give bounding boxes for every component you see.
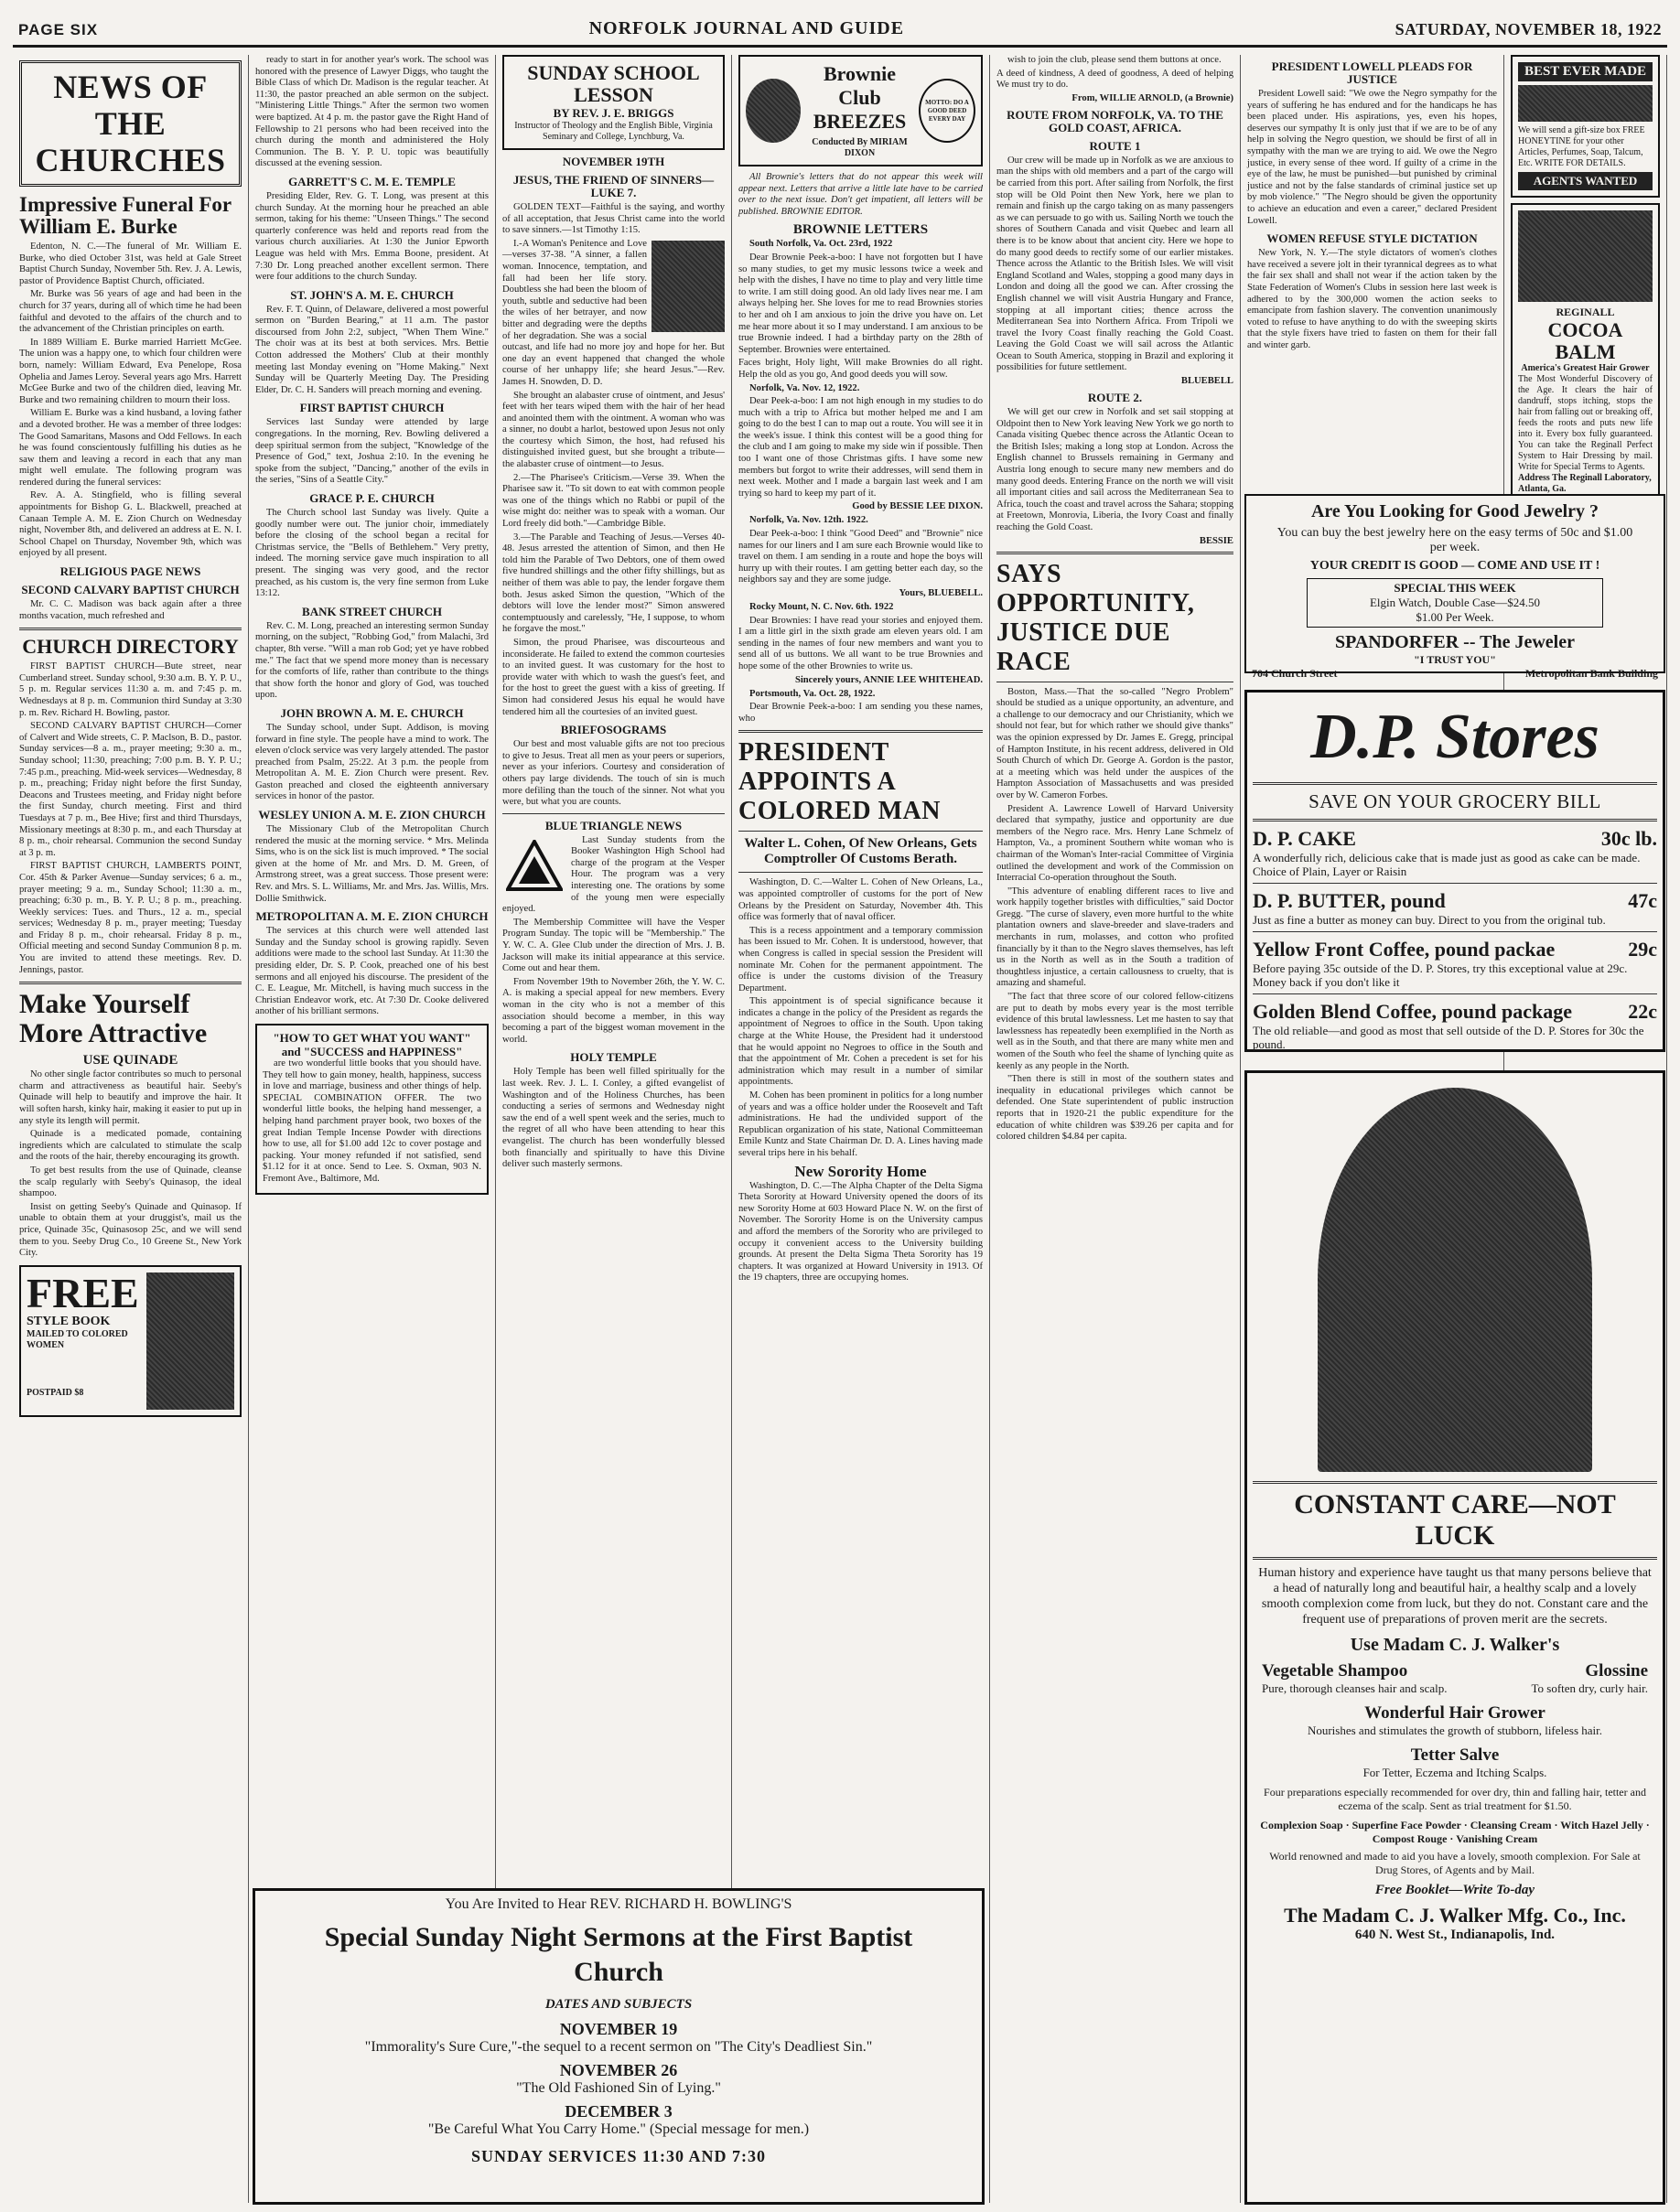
section-banner: NEWS OF THE CHURCHES [19,60,242,187]
lesson-date: NOVEMBER 19TH [562,155,665,168]
issue-date: SATURDAY, NOVEMBER 18, 1922 [1395,20,1662,38]
subhead: ROUTE FROM NORFOLK, VA. TO THE GOLD COAST, AFRICA. [1007,107,1223,134]
dp-item [1253,889,1657,927]
letter-signature: Sincerely yours, ANNIE LEE WHITEHEAD. [794,674,983,685]
subhead: FIRST BAPTIST CHURCH [299,401,445,415]
paragraph: Boston, Mass.—That the so-called "Negro Problem" should be studied as a unique opportunity, an adventure, and a challenge to our democracy and our Christianity, which we should not fear, but for which rather we should give thanks" was the opinion expressed by Dr. James E. Gregg, principal of Hampton Institute, in his recent address, delivered in Old South Church of which Dr. George A. Gordon is the pastor, at a meeting which was held under the auspices of the Hampton Association of Massachusetts and was presided over by W. Cameron Forbes. [996,686,1233,800]
product-illustration [1518,85,1653,122]
dp-item-desc: A wonderfully rich, delicious cake that is made just as good as cake can be made. Choice of Plain, Layer or Raisin [1253,851,1641,878]
paragraph: Edenton, N. C.—The funeral of Mr. William E. Burke, who died October 31st, was held at Gale Street Baptist Church Sunday, November 5th. Rev. J. A. Lewis, pastor of Providence Baptist Church, officiated. [19,242,242,286]
dp-item-name: Golden Blend Coffee, pound package [1253,1000,1572,1023]
letter-dateline: Portsmouth, Va. Oct. 28, 1922. [749,688,876,699]
golden-text: GOLDEN TEXT—Faithful is the saying, and worthy of all acceptation, that Jesus Christ came into the world to save sinners.—1st Timothy 1:15. [502,202,725,236]
jeweler-name: SPANDORFER -- The Jeweler [1335,632,1575,652]
letter-signature: Good by BESSIE LEE DIXON. [852,501,983,512]
jeweler-motto: "I TRUST YOU" [1414,653,1496,666]
divider [1253,782,1657,785]
column-5 [990,55,1241,2203]
ad-text: Quinade is a medicated pomade, containing ingredients which are calculated to stimulate the scalp and the roots of the hair, thereby encouraging its growth. [19,1129,242,1163]
ad-title: "HOW TO GET WHAT YOU WANT" and "SUCCESS and HAPPINESS" [273,1030,471,1058]
headline-funeral: Impressive Funeral For William E. Burke [19,193,232,238]
directory-entry: FIRST BAPTIST CHURCH—Bute street, near Cumberland street. Sunday school, 9:30 a.m. B. Y. P. U., 5 p. m. Regular services 11:30 a. m. and 7:45 p. m. Wednesdays at 8 p. m. Communion third Sunday at 3:30 p. m. Rev. Richard H. Bowling, pastor. [19,661,242,718]
dp-item-name: Yellow Front Coffee, pound packae [1253,938,1556,961]
ad-title: CONSTANT CARE—NOT LUCK [1294,1489,1616,1551]
product-desc: For Tetter, Eczema and Itching Scalps. [1362,1766,1547,1779]
paragraph: President A. Lawrence Lowell of Harvard University declared that sympathy, justice and opportunity are due members of the Negro race. Mrs. Henry Lane Schmelz of Hampton, Va., a prominent Southern white woman who is chairman of the Woman's Inter-racial Committee of Virginia outlined the development and work of the Commission on Interracial Co-operation throughout the South. [996,803,1233,884]
directory-entry: SECOND CALVARY BAPTIST CHURCH—Corner of Calvert and Wide streets, C. P. Maclson, B. D., pastor. Sunday services—8 a. m., prayer meeting; 9:30 a. m., Sunday school; 11:30, preaching; 7:00 p.m. B. Y. P. U.; 7:45 p.m., preaching. Mid-week services—Wednesday, 8 p. m., preaching; Friday night before the first Sunday, Deacons and Trustees meeting, and Friday night before the first Sunday, church meeting. First and third Tuesdays at 7 p. m., Bee Hive; first and third Thursdays, Missionary meetings at 8:30 p. m., and each Thursday at 8 p. m., choir rehearsal. Communion the second Sunday at 3 p. m. [19,721,242,858]
ad-subtitle: DATES AND SUBJECTS [544,1997,693,2012]
divider [1253,1557,1657,1560]
books-ad [255,1024,489,1195]
paragraph: "This adventure of enabling different races to live and work happily together bristles with difficulties," said Doctor Gregg. "The curse of slavery, even more hurtful to the white plantation owners and slave-breeder and slave-traders and merchants in rum, molasses, and cotton who profited financially by it than to the Negro slaves themselves, has left us in the North as well as in the South a tradition of thoughtless injustice, a certain callousness to cruelty, that is amazing and shameful. [996,886,1233,989]
letter-text: Dear Peek-a-boo: I think "Good Deed" and "Brownie" nice names for our liners and I am sure each Brownie would like to travel on them. I am sending in a route and hope the boys will hurry up with their routes. I am getting better each day, so the neighbors say and they are some judge. [738,529,983,585]
ad-text: are two wonderful little books that you should have. They tell how to gain money, health, happiness, success in love and marriage, business and other things of help. SPECIAL COMBINATION OFFER. The two wonderful little books, the helping hand messenger, a helping hand parchment prayer book, two boxes of the great Indian Temple Incense Powder with directions how to use, all for $1.00 add 12c to cover postage and packing. Your money refunded if not satisfied, send $1.12 for it at once. Send to Lee. S. Oxman, 903 N. Fremont Ave., Baltimore, Md. [263,1058,481,1184]
letter-dateline: Norfolk, Va. Nov. 12, 1922. [749,382,860,393]
ad-text: World renowned and made to aid you have a lovely, smooth complexion. For Sale at Drug Stores, of Agents and by Mail. [1269,1850,1641,1876]
divider [1253,931,1657,932]
letter-dateline: South Norfolk, Va. Oct. 23rd, 1922 [749,239,893,250]
sermons-ad [253,1888,985,2205]
paragraph: The Membership Committee will have the Vesper Program Sunday. The topic will be "Membership." The Y. W. C. A. Glee Club under the direction of Mrs. J. B. Jackson will make its initial appearance at this service. Come out and hear them. [502,917,725,974]
paragraph: The Sunday school, under Supt. Addison, is moving forward in fine style. The people have a mind to work. The eleven o'clock service was very largely attended. The pastor preached from Psalm, 25:22. At 3 p.m. the people from Metropolitan A. M. E. Zion Church were present. Rev. Gaston preached and closed the eighteenth anniversary services in honor of the pastor. [255,722,489,802]
divider [738,872,983,873]
product-desc: Nourishes and stimulates the growth of stubborn, lifeless hair. [1307,1723,1603,1737]
ad-subtitle: USE QUINADE [82,1053,178,1068]
product-desc: To soften dry, curly hair. [1531,1681,1648,1695]
ad-address: Address The Reginall Laboratory, Atlanta, Ga. [1518,473,1652,494]
paragraph: The services at this church were well attended last Sunday and the Sunday school is growing rapidly. Seven additions were made to the school last Sunday. At 11:30 the presiding elder, Dr. S. P. Cook, preached one of his best sermons and all enjoyed his discourse. The president of the C. E. League, Mr. Mitchell, is having much success in the Christian Endeavor work, etc. At 7:30 Dr. Cooke delivered another of his brilliant sermons. [255,926,489,1017]
ad-invite: You Are Invited to Hear REV. RICHARD H. BOWLING'S [445,1896,792,1912]
column-title: Brownie Club BREEZES [813,62,907,133]
subhead: HOLY TEMPLE [570,1050,657,1065]
sermon-date: DECEMBER 3 [565,2102,673,2121]
ad-title: Are You Looking for Good Jewelry ? [1310,501,1599,521]
ad-text: Four preparations especially recommended for over dry, thin and falling hair, tetter and eczema of the scalp. Sent as trial treatment for $1.50. [1264,1786,1646,1812]
paragraph: 3.—The Parable and Teaching of Jesus.—Verses 40-48. Jesus arrested the attention of Simon, and then He told him the Parable of Two Debtors, one of them owed five hundred shillings and the other fifty shillings, but as neither of them was able to pay, the lender forgave them both. Jesus asked Simon the question, "Which of the debtors will love the lender most?" Simon answered contemptuously and carelessly, "He, I suppose, to whom he forgave the most." [502,532,725,635]
paragraph: "Then there is still in most of the southern states and inequality in educational privileges which cannot be defended. One State superintendent of public instruction reports that in 1920-21 the public expenditure for the education of white children was $39.26 per capita and for colored children $4.84 per capita. [996,1074,1233,1143]
dp-item-name: D. P. CAKE [1253,827,1356,850]
letter-text: Dear Brownie Peek-a-boo: I have not forgotten but I have so many studies, to get my music lessons twice a week and help with the dishes, I have no time to play and very little time to write. I am still doing good. An old lady lives near me. I am always helping her. She loves for me to read Brownies stories to her and oh I am anxious to join the drive you have on. Let me hear more about it so I may understand. I am anxious to be true Brownie indeed. I had a birthday party on the 28th of September. Brownies were entertained. [738,252,983,355]
subhead: GRACE P. E. CHURCH [309,491,435,505]
subhead: BROWNIE LETTERS [792,222,929,238]
product-name: Wonderful Hair Grower [1364,1703,1545,1723]
columns [13,55,1667,2203]
dp-stores-tagline: SAVE ON YOUR GROCERY BILL [1308,790,1601,812]
subhead: PRESIDENT LOWELL PLEADS FOR JUSTICE [1271,59,1473,86]
paragraph: Our best and most valuable gifts are not too precious to give to Jesus. Treat all men as your peers or superiors, never as your inferiors. Courtesy and consideration of others pay large dividends. The touch of sin is much more defiling than the touch of the sinner. Not what you were, but what you are counts. [502,739,725,808]
ad-subtitle: Use Madam C. J. Walker's [1350,1635,1560,1655]
paragraph: "The fact that three score of our colored fellow-citizens are put to death by mobs every year is the most terrible evidence of this brutal lawlessness. Let me hasten to say that lawlessness has repeatedly been exemplified in the North as well as in the South, and that there are many white men and women of the South who feel the shame of lynching quite as keenly as any people in the North. [996,992,1233,1071]
subhead: SECOND CALVARY BAPTIST CHURCH [21,583,240,597]
letter-dateline: Norfolk, Va. Nov. 12th. 1922. [749,515,868,526]
special-item: Elgin Watch, Double Case—$24.50 [1369,596,1541,609]
tagline: America's Greatest Hair Grower [1521,363,1650,373]
divider [1253,819,1657,821]
subhead: New Sorority Home [794,1162,927,1180]
divider [1253,1481,1657,1484]
stylebook-ad [19,1265,242,1417]
dp-item-desc: Just as fine a butter as money can buy. Direct to you from the original tub. [1253,913,1606,927]
paragraph: Services last Sunday were attended by large congregations. In the morning, Rev. Bowling delivered a deep spiritual sermon from the subject, "Knowledge of the Presence of God," text, Joshua 2:10. In the evening he spoke from the subject, "Dancing," another of the evils in the series, "Sins of a Seattle City." [255,417,489,486]
madam-walker-portrait [1318,1088,1592,1472]
ad-subtitle: MAILED TO COLORED WOMEN [27,1328,128,1350]
jeweler-address: 704 Church Street [1252,667,1338,680]
dp-item [1253,827,1657,878]
ad-title: Make Yourself More Attractive [19,989,208,1049]
column-4 [732,55,990,2203]
column-2 [249,55,496,2203]
subhead: JOHN BROWN A. M. E. CHURCH [280,705,464,720]
sermon-subject: "Be Careful What You Carry Home." (Special message for men.) [427,2121,810,2137]
paragraph: Holy Temple has been well filled spiritually for the last week. Rev. J. L. I. Conley, a gifted evangelist of Washington and of the Holiness Churches, has been conducting a series of sermons and Wednesday night saw the end of a well spent week and the series, much to the regret of all who have been attending to hear this evangelist. The church has been wonderfully blessed both financially and spiritually to have this Divine deliver such masterly sermons. [502,1067,725,1170]
triangle-icon [506,840,563,891]
subhead: BRIEFOSOGRAMS [560,723,667,737]
paragraph: In 1889 William E. Burke married Harriett McGee. The union was a happy one, to which four children were born, namely: William Edward, Eva Penelope, Rosa Ophelia and James Leroy. Several years ago Mrs. Harrett McGee Burke and two of the children died, leaving Mr. Burke and two remaining children to mourn their loss. [19,337,242,405]
paragraph: She brought an alabaster cruse of ointment, and Jesus' feet with her tears wiped them with the hair of her head and anointed them with the ointment. A woman who was a sinner, no doubt a harlot, bestowed upon Jesus not only the courtesy which Simon, the host, had refused his distinguished invited guest, but she brought a tribute—the alabaster cruse of ointment—to Jesus. [502,390,725,470]
dp-item-name: D. P. BUTTER, pound [1253,889,1446,912]
letter-text: Dear Brownie Peek-a-boo: I am sending you these names, who [738,702,983,724]
paper-name: NORFOLK JOURNAL AND GUIDE [588,18,905,38]
paragraph: 2.—The Pharisee's Criticism.—Verse 39. When the Pharisee saw it. "To sit down to eat with common people was one of the things which no Rabbi or pupil of the wise might do: neither was to speak with a woman. Our Lord freely did both."—Cambridge Bible. [502,472,725,530]
paragraph: Mr. Burke was 56 years of age and had been in the church for 37 years, during all of which time he had been faithful and devoted to the affairs of the church and to the advancement of the Christian principles on earth. [19,289,242,335]
paragraph: From November 19th to November 26th, the Y. W. C. A. is making a special appeal for new members. Every woman in the city who is not a member of this association should become a member, in this way becoming a part of the biggest woman movement in the world. [502,976,725,1045]
route-signature: BLUEBELL [1180,376,1233,387]
product-name: Glossine [1585,1661,1648,1680]
product-name: Tetter Salve [1410,1745,1500,1765]
product-name: COCOA BALM [1547,318,1623,363]
product-desc: Pure, thorough cleanses hair and scalp. [1262,1681,1448,1695]
dp-item-price: 29c [1628,938,1657,961]
paragraph: Last Sunday students from the Booker Washington High School had charge of the program at the Vesper Hour. The program was a very interesting one. The orations by some of the young men were especially enjoyed. [502,834,725,915]
letter-dateline: Rocky Mount, N. C. Nov. 6th. 1922 [749,602,894,612]
byline-detail: Instructor of Theology and the English Bible, Virginia Seminary and College, Lynchburg, Va. [514,121,713,142]
quinade-ad [19,990,242,1260]
paragraph: We will get our crew in Norfolk and set sail stopping at Oldpoint then to New York leaving New York we go north to Canada visiting Quebec thence across the Atlantic Ocean to the British Isles; making a long stop at London. Across the English channel to Brussels remaining in Germany and Austria long enough to secure many new members and do many good deeds. Entering France on the north we will visit all important cities and sail across the Mediterranean Sea to Africa, touch the coast and travel across the Sahara; stopping at Freetown, Monrovia, Liberia, the Ivory Coast and finally reaching the Gold Coast. [996,407,1233,532]
ad-footer: POSTPAID $8 [27,1387,84,1398]
dp-item-price: 30c lb. [1600,827,1657,850]
author-portrait [652,241,725,332]
sermon-date: NOVEMBER 26 [559,2061,678,2079]
brownie-emblem [746,79,801,143]
letter-text: wish to join the club, please send them buttons at once. [1007,55,1222,65]
byline: BY REV. J. E. BRIGGS [553,106,674,120]
paragraph: Mr. C. C. Madison was back again after a three months vacation, much refreshed and [19,599,242,621]
route-signature: BESSIE [1199,535,1233,546]
sermon-subject: "The Old Fashioned Sin of Lying." [516,2080,721,2096]
ad-title: Special Sunday Night Sermons at the First Baptist Church [324,1922,913,1987]
paragraph: Simon, the proud Pharisee, was discourteous and inconsiderate. He failed to extend the common courtesies to an invited guest. It was customary for the host to provide water with which to wash the guest's feet, and for the host to greet the guest with a kiss of greeting. If Simon had considered Jesus his equal he would have tendered him all the courtesies of an invited guest. [502,637,725,717]
divider [1253,993,1657,994]
lesson-title: JESUS, THE FRIEND OF SINNERS—LUKE 7. [512,173,715,199]
letter-poem: A deed of kindness, A deed of goodness, A deed of helping We must try to do. [996,68,1233,91]
divider [1253,883,1657,884]
headline-president: PRESIDENT APPOINTS A COLORED MAN [738,738,941,826]
dp-item [1253,1000,1657,1051]
subhead: ROUTE 2. [1087,391,1143,405]
ad-title: BEST EVER MADE [1518,62,1653,81]
dp-item-price: 47c [1628,889,1657,912]
divider [502,813,725,814]
headline-opportunity: SAYS OPPORTUNITY, JUSTICE DUE RACE [996,559,1195,676]
paragraph: William E. Burke was a kind husband, a loving father and a devoted brother. He was a member of three lodges: The Good Samaritans, Masons and Odd Fellows. In each he was found conscientously fulfilling his duties as he saw them and leaving a record in each that any man might well emulate. The following program was rendered during the funeral services: [19,408,242,488]
letter-text: Dear Peek-a-boo: I am not high enough in my studies to do much with a trip to Africa but mother helped me and I am going to do the best I can to map out a route. You will see it in the week's issue. I think this contest will be a good thing for the club and I am going to make my side win if possible. Then too I want one of those Christmas gifts. I have some new members but forgot to write their addresses, will send them in next week. Mother and I made a bargain last week and I am trying so hard to keep my part of it. [738,396,983,499]
brownie-club-header [738,55,983,166]
special-terms: $1.00 Per Week. [1416,610,1494,624]
jewelry-ad [1244,494,1665,680]
services-time: SUNDAY SERVICES 11:30 AND 7:30 [470,2147,767,2165]
paragraph: Rev. A. A. Stingfield, who is filling several appointments for Bishop G. L. Blackwell, preached at Canaan Temple A. M. E. Zion Church on Wednesday night, November 8th, and delivered an address at E. N. I. School Chapel on Thursday, November 9th, which was enjoyed by all present. [19,490,242,559]
column-title: SUNDAY SCHOOL LESSON [527,61,700,106]
letter-poem: Faces bright, Holy light, Will make Brownies do all right. Help the old as you go, And good deeds you will sow. [738,358,983,380]
ad-text: Human history and experience have taught us that many persons believe that a head of naturally long and beautiful hair, a healthy scalp and a lovely smooth complexion come from luck, but they do not. Constant care and the frequent use of preparations of proven merit are the secrets. [1258,1566,1652,1627]
sermon-subject: "Immorality's Sure Cure,"-the sequel to a recent sermon on "The City's Deadliest Sin." [364,2039,873,2055]
ad-text: No other single factor contributes so much to personal charm and attractiveness as beautiful hair. Seeby's Quinade will help to beautify and improve the hair. It will soften harsh, kinky hair, making it easier to put up in any style its length will permit. [19,1069,242,1126]
subhead: ROUTE 1 [1089,138,1141,153]
dp-stores-ad [1244,690,1665,1052]
subhead: BLUE TRIANGLE NEWS [544,818,683,832]
ad-text: We will send a gift-size box FREE HONEYTINE for your other Articles, Perfumes, Soap, Talcum, Etc. WRITE FOR DETAILS. [1518,125,1645,168]
paragraph: The Church school last Sunday was lively. Quite a goodly number were out. The junior choir, immediately before the closing of the school began a recital for Christmas service, the "Bells of Bethlehem." Very pretty, indeed. The morning service gave much inspiration to all present. The singing was very good, and the rector preached, as his custom is, the very fine sermon from Luke 13:12. [255,508,489,599]
paragraph: This appointment is of special significance because it indicates a change in the policy of the President as regards the appointment of Negroes to office in the South. Upon taking charge at the White House, the President had it understood that he would appoint no Negroes to office in the South and that the appointment of Mr. Cohen a precedent is set for his administration which may result in a number of similar appointments. [738,996,983,1088]
dp-item-desc: Before paying 35c outside of the D. P. Stores, try this exceptional value at 29c. Money back if you don't like it [1253,961,1628,989]
ad-text: You can buy the best jewelry here on the easy terms of 50c and $1.00 per week. [1276,526,1633,554]
dp-item [1253,938,1657,989]
ad-subtitle: STYLE BOOK [27,1314,111,1328]
subhead: METROPOLITAN A. M. E. ZION CHURCH [255,909,489,924]
subhead: WESLEY UNION A. M. E. ZION CHURCH [258,808,486,822]
letter-text: Dear Brownies: I have read your stories and enjoyed them. I am a little girl in the sixth grade am eleven years old. I am sending in the names of four new members and want you to send all of us buttons. We all want to be true Brownies and hope some of the other Brownies to write us. [738,615,983,671]
paragraph: ready to start in for another year's work. The school was honored with the presence of Lawyer Diggs, who taught the Bible Class of which Dr. Madison is the regular teacher. At 11:30, the pastor preached an able sermon on the subject. "Ministering Little Things." After the sermon two women were baptized. At 4 p. m. the pastor gave the Right Hand of Fellowship to 21 persons who had been received into the church during the month and administered the Holy Communion. The B. Y. P. U. topic was beautifully discussed at the evening session. [255,55,489,169]
club-motto-seal: MOTTO: DO A GOOD DEED EVERY DAY [919,79,975,143]
subhead: BANK STREET CHURCH [302,604,442,618]
paragraph: I.-A Woman's Penitence and Love—verses 37-38. "A sinner, a fallen woman. Innocence, temptation, and fall had been her life story. Doubtless she had been the bloom of youth, subtle and seductive had been the wiles of her betrayer, and now bitter and degrading were the depths of her degradation. She was a social outcast, and life had no more joy and hope for her. But one day an event happened that changed the whole course of her unhappy life; she heard Jesus."—Rev. James H. Snowden, D. D. [502,238,725,387]
page-number: PAGE SIX [18,21,99,38]
directory-headline: CHURCH DIRECTORY [22,635,239,659]
paragraph: This is a recess appointment and a temporary commission has been issued to Mr. Cohen. It is understood, however, that when Congress is called in special session the President will nominate Mr. Cohen for the permanent appointment. The office is under the customs division of the Treasury Department. [738,925,983,993]
subhead: WOMEN REFUSE STYLE DICTATION [1266,231,1478,246]
company-address: 640 N. West St., Indianapolis, Ind. [1354,1927,1556,1942]
sermon-date: NOVEMBER 19 [559,2020,678,2038]
paragraph: President Lowell said: "We owe the Negro sympathy for the years of suffering he has endured and for the handicaps he has been placed under. His aspirations, yes, even his hopes, deserves our sympathy It is only just that if we are to be of any help in solving the Negro question, we should be first of all in sympathy with the man we are trying to aid. We owe the Negro justice, in every sense of thee word. If guilty of a crime in the eye of the law, he must be punished—but punished by criminal justice and not by the false standards of criminal justice set up by mob violence." "The Negro should be given the opportunity to achieve an education and even a career," declared President Lowell. [1247,89,1497,226]
walker-ad [1244,1070,1665,2205]
product-list: Complexion Soap · Superfine Face Powder · Cleansing Cream · Witch Hazel Jelly · Compost Rouge · Vanishing Cream [1260,1819,1650,1845]
dp-item-price: 22c [1628,1000,1657,1023]
subhead: GARRETT'S C. M. E. TEMPLE [288,174,456,188]
paragraph: Washington, D. C.—The Alpha Chapter of the Delta Sigma Theta Sorority at Howard University opened the doors of its new Sorority Home at 603 Howard Place N. W. on the first of November. The Sorority Home is on the University campus and afford the members of the Sorority who are privileged to occupy it convenient access to the University building grounds. At present the Delta Sigma Theta Sorority has 19 chapters. It was organized at Howard University in 1913. Of the 19 chapters, three are occupying homes. [738,1180,983,1283]
divider [19,982,242,984]
subhead: RELIGIOUS PAGE NEWS [59,564,201,579]
divider [19,628,242,630]
subheadline: Walter L. Cohen, Of New Orleans, Gets Comptroller Of Customs Berath. [744,836,977,867]
ad-text: To get best results from the use of Quinade, cleanse the scalp regularly with Seeby's Quinasop, the ideal shampoo. [19,1165,242,1199]
directory-entry: FIRST BAPTIST CHURCH, LAMBERTS POINT, Cor. 45th & Parker Avenue—Sunday services; 6 a. m., prayer meeting; 9 a. m., Sunday School; 11:30 a. m., preaching; 6:30 p. m., B. Y. P. U.; 8 p. m., preaching. Weekly services: Tues. and Thurs., 12 a. m., special services; Wednesday 8 p. m., prayer meeting; Tuesday and Friday 8 p. m., choir rehearsal. Friday 8 p. m., Official meeting and second Sunday Communion 8 p. m. You are invited to attend these meetings. Rev. D. Jennings, pastor. [19,861,242,975]
column-1 [13,55,249,2203]
divider [996,552,1233,554]
editor-note: All Brownie's letters that do not appear this week will appear next. Letters that arrive a little late have to be carried over to the next issue. Don't get impatient, all letters will be published. BROWNIE EDITOR. [738,172,983,217]
dp-item-desc: The old reliable—and good as most that sell outside of the D. P. Stores for 30c the pound. [1253,1024,1644,1051]
ad-title: FREE [27,1269,139,1316]
ad-text: Insist on getting Seeby's Quinade and Quinasop. If unable to obtain them at your druggist's, mail us the price, Quinade 35c, Quinasosop 25c, and we will send them to you. Seeby Drug Co., 10 Greene St., New York City. [19,1201,242,1259]
divider [738,730,983,733]
dress-illustration [146,1272,234,1410]
dp-stores-logo: D.P. Stores [1310,702,1599,772]
column-3 [496,55,732,2203]
paragraph: Washington, D. C.—Walter L. Cohen of New Orleans, La., was appointed comptroller of customs for the port of New Orleans by the President on Saturday, November 4th. This office was formerly that of naval officer. [738,877,983,923]
booklet-offer: Free Booklet—Write To-day [1374,1883,1535,1897]
divider [738,831,983,832]
triangle-logo [502,837,566,894]
paragraph: Our crew will be made up in Norfolk as we are anxious to man the ships with old members and a part of the cargo will be carried from this port. After sailing from Norfolk, the first stop will be Old Point then New York, here we plan to remain and finish up the cargo taking on as many passengers as we can persuade to go with us. Sailing North we touch the shores of Southern Canada and visit Quebec and learn all there is to be know about that ancient city. Here we hope to do many good deeds to rectify some of our earlier mistakes. Thence across the Atlantic to the British Isles. We will visit England Scotland and Wales, stopping a good many days in London and doing all the good we can. After crossing the English channel we will visit Austria Hungary and France, stopping at all important cities; thence across the Mediterranean Sea into Northern Africa. From Tripoli we travel the Ivory Coast finally reaching the Gold Coast. Leaving the Gold Coast we will sail across the Atlantic Ocean to South America, stopping in Brazil and exploring it possibilities for future settlement. [996,155,1233,373]
sunday-school-header [502,55,725,150]
paragraph: Rev. F. T. Quinn, of Delaware, delivered a most powerful sermon on "Burden Bearing," at 11 a.m. The pastor discoursed from John 2:2, subject, "When Them Wine." The choir was at its best at both services. Mrs. Bettie Cotton addressed the Mothers' Club at their monthly meeting last Monday evening on "Home Making." Next Sunday will be Quarterly Meeting Day. The Presiding Elder, Dr. C. H. Sanders will preach morning and evening. [255,304,489,395]
letter-signature: From, WILLIE ARNOLD, (a Brownie) [1072,92,1233,103]
jeweler-building: Metropolitan Bank Building [1524,667,1658,680]
cocoa-balm-ad [1511,203,1660,502]
paragraph: Rev. C. M. Long, preached an interesting sermon Sunday morning, on the subject, "Robbing God," from Malachi, 3rd chapter, 8th verse. "Will a man rob God; yet ye have robbed me." The fact that we spend more money than is necessary for the comforts of life, rather than contribute to the things that show forth the honor and glory of God, was touched upon. [255,620,489,701]
company-name: The Madam C. J. Walker Mfg. Co., Inc. [1284,1904,1626,1927]
subhead: ST. JOHN'S A. M. E. CHURCH [290,287,454,302]
special-label: SPECIAL THIS WEEK [1394,581,1516,595]
paragraph: New York, N. Y.—The style dictators of women's clothes have received a severe jolt in their tyrannical degrees as to what the fair sex shall and shall not wear if the action taken by the State Federation of Women's Clubs in session here last week is adhered to by the 300,000 women the action seeks to emancipate from fashion slavery. The convention unanimously voted to refuse to have anything to do with the sweeping skirts that the style fixers have tried to fasten on them for their fall and winter garb. [1247,248,1497,350]
letter-signature: Yours, BLUEBELL. [899,588,983,598]
woman-portrait [1518,210,1653,302]
brand: REGINALL [1556,306,1615,318]
ad-credit: YOUR CREDIT IS GOOD — COME AND USE IT ! [1309,559,1600,573]
paragraph: The Missionary Club of the Metropolitan Church rendered the music at the morning service. * Mrs. Melinda Sims, who is on the sick list is much improved. * The social given at the home of Mr. and Mrs. D. M. Green, of Armstrong street, was a great success. Those present were: Rev. and Mrs. S. L. Williams, Mr. and Mrs. Jas. Willis, Mrs. Dollie Smithwick. [255,824,489,904]
byline: Conducted By MIRIAM DIXON [812,137,908,158]
product-name: Vegetable Shampoo [1262,1661,1408,1680]
paragraph: M. Cohen has been prominent in politics for a long number of years and was a office holder under the Roosevelt and Taft administrations. He had the undivided support of the Republican organization of his state, National Committeeman Emile Kuntz and State Chairman Dr. D. A. Lines having made several trips here in his behalf. [738,1090,983,1158]
masthead [13,9,1667,48]
best-ever-ad [1511,55,1660,198]
paragraph: Presiding Elder, Rev. G. T. Long, was present at this church Sunday. At the morning hour he preached an able sermon, taking for his theme: "Unseen Things." The second quarterly conference was held and reports read from the various church auxiliaries. At 1:30 the Junior Epworth League was held with Mrs. Emma Boone, president. At 7:30 Dr. Long preached another excellent sermon. There were four additions to the church Sunday. [255,190,489,283]
agents-banner: AGENTS WANTED [1518,172,1653,190]
ad-text: The Most Wonderful Discovery of the Age. It clears the hair of dandruff, stops itching, stops the hair from falling out or breaking off, feeds the roots and puts new life into it. Every box fully guaranteed. You can take the Reginall Perfect System to Hair Dressing by mail. Write for Special Terms to Agents. [1518,374,1653,472]
